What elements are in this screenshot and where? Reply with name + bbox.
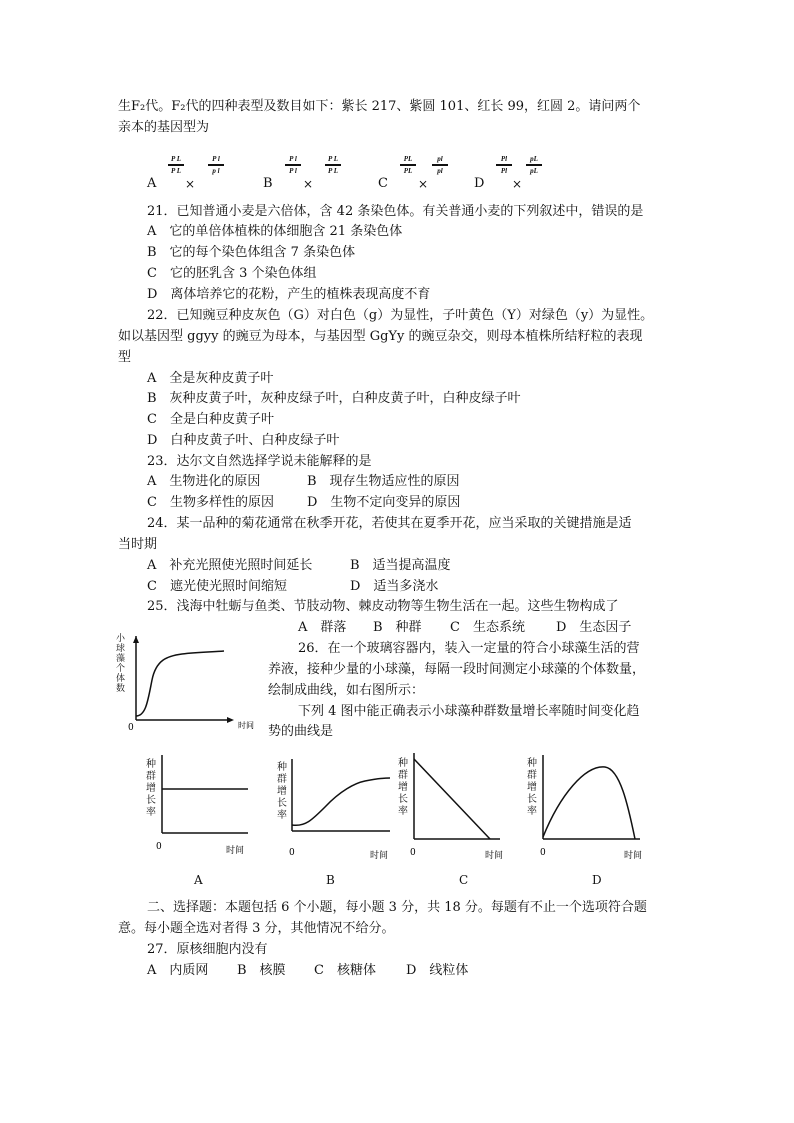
q23-option-b: B 现存生物适应性的原因 — [307, 474, 460, 489]
origin-label: 0 — [128, 723, 134, 733]
x-axis-arrow — [227, 717, 234, 723]
q24-stem-1: 24．某一品种的菊花通常在秋季开花，若使其在夏季开花，应当采取的关键措施是适 — [147, 516, 632, 531]
q27-stem: 27．原核细胞内没有 — [147, 942, 268, 957]
q24-option-c: C 遮光使光照时间缩短 — [147, 579, 287, 594]
genotype-fraction: P L P L — [168, 155, 184, 175]
q23-option-c: C 生物多样性的原因 — [147, 495, 274, 510]
q22-stem-1: 22．已知豌豆种皮灰色（G）对白色（g）为显性，子叶黄色（Y）对绿色（y）为显性。 — [147, 308, 654, 323]
graph-b — [289, 759, 390, 861]
graph-c — [410, 753, 503, 861]
q22-option-c: C 全是白种皮黄子叶 — [147, 412, 274, 427]
q22-option-b: B 灰种皮黄子叶，灰种皮绿子叶，白种皮黄子叶，白种皮绿子叶 — [147, 391, 521, 406]
genotype-fraction: PL PL — [400, 155, 416, 175]
q26-line-4: 下列 4 图中能正确表示小球藻种群数量增长率随时间变化趋 — [298, 704, 640, 719]
q21-option-b: B 它的每个染色体组含 7 条染色体 — [147, 245, 356, 260]
origin-label: 0 — [410, 848, 416, 858]
genotype-fraction: Pl Pl — [496, 155, 512, 175]
arch-curve — [543, 767, 635, 839]
graph-c-letter: C — [459, 873, 469, 887]
option-letter: D — [474, 176, 485, 191]
times-sign: × — [512, 177, 523, 191]
q23-stem: 23．达尔文自然选择学说未能解释的是 — [147, 454, 372, 469]
genotype-fraction: P l P l — [285, 155, 301, 175]
q26-line-5: 势的曲线是 — [268, 724, 334, 739]
q24-option-d: D 适当多浇水 — [350, 579, 439, 594]
origin-label: 0 — [540, 848, 546, 858]
q23-option-d: D 生物不定向变异的原因 — [307, 495, 461, 510]
intro-line-2: 亲本的基因型为 — [118, 120, 210, 135]
q27-option-d: D 线粒体 — [406, 963, 469, 978]
x-axis-label: 时间 — [485, 851, 504, 861]
x-axis-label: 时间 — [624, 851, 643, 861]
rising-curve — [292, 778, 390, 825]
q24-stem-2: 当时期 — [118, 537, 158, 552]
graph-a — [156, 755, 248, 856]
q27-option-b: B 核膜 — [237, 963, 286, 978]
q22-stem-3: 型 — [118, 350, 132, 365]
q27-option-c: C 核糖体 — [314, 963, 376, 978]
q21-stem: 21．已知普通小麦是六倍体，含 42 条染色体。有关普通小麦的下列叙述中，错误的是 — [147, 204, 644, 219]
genotype-fraction: pL pL — [526, 155, 542, 175]
option-letter: C — [378, 176, 388, 191]
graph-d — [540, 755, 642, 861]
option-letter: A — [147, 176, 157, 191]
genotype-fraction: pl pl — [432, 155, 448, 175]
option-letter: B — [263, 176, 273, 191]
q25-option-d: D 生态因子 — [556, 620, 632, 635]
q23-option-a: A 生物进化的原因 — [147, 474, 261, 489]
q25-option-b: B 种群 — [373, 620, 422, 635]
genotype-fraction: P l p l — [208, 155, 224, 175]
q26-line-2: 养液，接种少量的小球藻，每隔一段时间测定小球藻的个体数量， — [268, 662, 646, 677]
origin-label: 0 — [289, 848, 295, 858]
x-axis-label: 时间 — [238, 721, 254, 730]
graph-d-letter: D — [592, 873, 602, 887]
graph-b-y-label: 种群增长率 — [277, 762, 287, 821]
x-axis-label: 时间 — [226, 846, 245, 856]
option-graphs — [140, 745, 685, 870]
y-axis-arrow — [133, 636, 139, 643]
genotype-fraction: P L P L — [325, 155, 341, 175]
q25-option-c: C 生态系统 — [450, 620, 525, 635]
q25-option-a: A 群落 — [298, 620, 347, 635]
declining-line — [414, 759, 490, 839]
q21-option-c: C 它的胚乳含 3 个染色体组 — [147, 266, 317, 281]
graph-a-letter: A — [194, 873, 203, 887]
intro-line-1: 生F₂代。F₂代的四种表型及数目如下：紫长 217、紫圆 101、红长 99，红圆 2。请问两个 — [118, 99, 641, 114]
q21-option-d: D 离体培养它的花粉，产生的植株表现高度不育 — [147, 287, 431, 302]
graph-b-letter: B — [326, 873, 335, 887]
q26-line-3: 绘制成曲线，如右图所示： — [268, 683, 425, 698]
graph-d-y-label: 种群增长率 — [527, 758, 537, 817]
times-sign: × — [303, 177, 314, 191]
graph-a-y-label: 种群增长率 — [146, 759, 156, 818]
population-curve-graph — [112, 630, 262, 735]
times-sign: × — [418, 177, 429, 191]
q25-stem: 25．浅海中牡蛎与鱼类、节肢动物、棘皮动物等生物生活在一起。这些生物构成了 — [147, 599, 619, 614]
s-curve — [136, 651, 224, 716]
q24-option-b: B 适当提高温度 — [350, 558, 451, 573]
section2-line-1: 二、选择题：本题包括 6 个小题，每小题 3 分，共 18 分。每题有不止一个选项符合题 — [147, 900, 647, 915]
section2-line-2: 意。每小题全选对者得 3 分，其他情况不给分。 — [118, 921, 395, 936]
y-axis-label: 小球藻个体数 — [116, 634, 126, 694]
q22-stem-2: 如以基因型 ggyy 的豌豆为母本，与基因型 GgYy 的豌豆杂交，则母本植株所结籽粒的表现 — [118, 329, 643, 344]
origin-label: 0 — [156, 842, 162, 852]
q24-option-a: A 补充光照使光照时间延长 — [147, 558, 313, 573]
q26-line-1: 26．在一个玻璃容器内，装入一定量的符合小球藻生活的营 — [298, 641, 640, 656]
graph-c-y-label: 种群增长率 — [398, 758, 408, 817]
x-axis-label: 时间 — [370, 851, 389, 861]
q22-option-d: D 白种皮黄子叶、白种皮绿子叶 — [147, 433, 340, 448]
q22-option-a: A 全是灰种皮黄子叶 — [147, 371, 274, 386]
q21-option-a: A 它的单倍体植株的体细胞含 21 条染色体 — [147, 224, 403, 239]
q27-option-a: A 内质网 — [147, 963, 209, 978]
times-sign: × — [185, 177, 196, 191]
